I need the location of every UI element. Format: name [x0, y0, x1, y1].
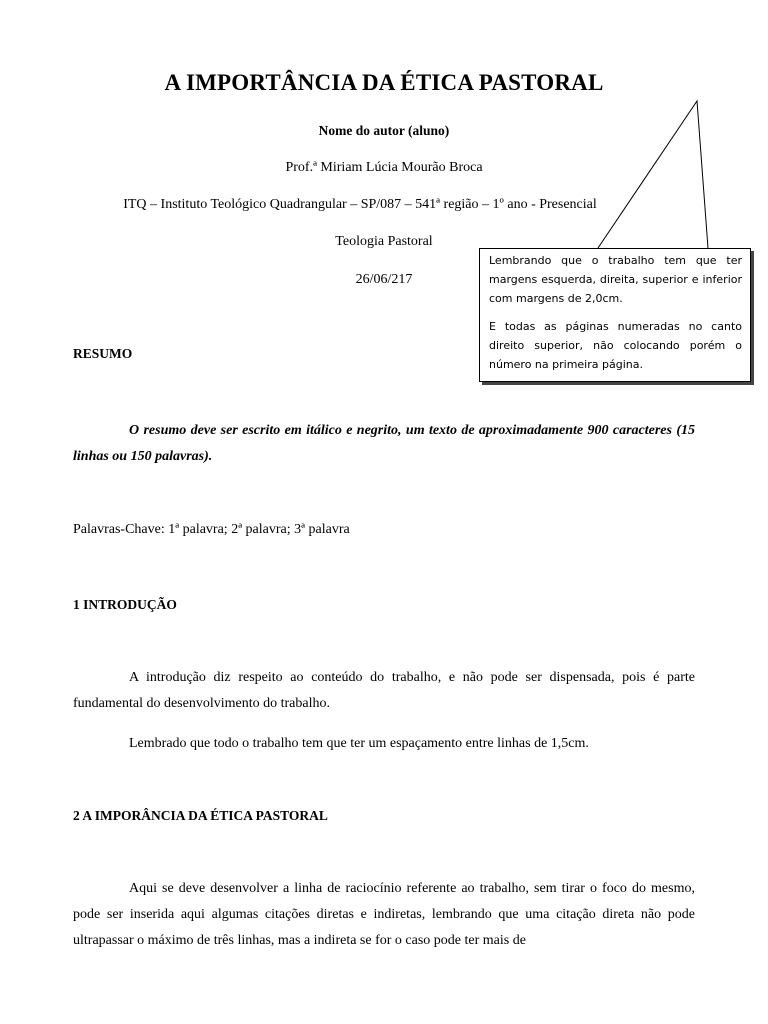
author-name: Nome do autor (aluno) — [318, 123, 450, 138]
introduction-paragraph: A introdução diz respeito ao conteúdo do trabalho, e não pode ser dispensada, pois é parte fundamental do desenvolvimento do trabalho. — [73, 670, 695, 711]
section-2-paragraph: Aqui se deve desenvolver a linha de raciocínio referente ao trabalho, sem tirar o foco do mesmo, pode ser inserida aqui algumas citações diretas e indiretas, lembrando que uma citação direta não pode ultrapassar o máximo de três linhas, mas a indireta se for o caso pode ter mais de — [73, 881, 695, 948]
section-2-heading: 2 A IMPORÂNCIA DA ÉTICA PASTORAL — [73, 808, 328, 823]
margin-note-callout — [479, 248, 751, 382]
keywords-line: Palavras-Chave: 1ª palavra; 2ª palavra; 3ª palavra — [73, 522, 350, 537]
introduction-heading: 1 INTRODUÇÃO — [73, 597, 177, 612]
callout-margins-note: Lembrando que o trabalho tem que ter margens esquerda, direita, superior e inferior com margens de 2,0cm. — [489, 254, 742, 305]
resumo-heading: RESUMO — [73, 346, 133, 361]
callout-numbering-note: E todas as páginas numeradas no canto direito superior, não colocando porém o número na primeira página. — [489, 320, 742, 371]
institution-line: ITQ – Instituto Teológico Quadrangular – SP/087 – 541ª região – 1º ano - Presencial — [123, 197, 597, 212]
document-date: 26/06/217 — [355, 272, 413, 287]
resumo-text: O resumo deve ser escrito em itálico e negrito, um texto de aproximadamente 900 caracteres (15 linhas ou 150 palavras). — [73, 423, 695, 464]
line-spacing-paragraph: Lembrado que todo o trabalho tem que ter um espaçamento entre linhas de 1,5cm. — [129, 736, 589, 751]
professor-name: Prof.ª Miriam Lúcia Mourão Broca — [285, 160, 483, 175]
course-name: Teologia Pastoral — [335, 234, 433, 249]
document-title: A IMPORTÂNCIA DA ÉTICA PASTORAL — [164, 70, 604, 95]
